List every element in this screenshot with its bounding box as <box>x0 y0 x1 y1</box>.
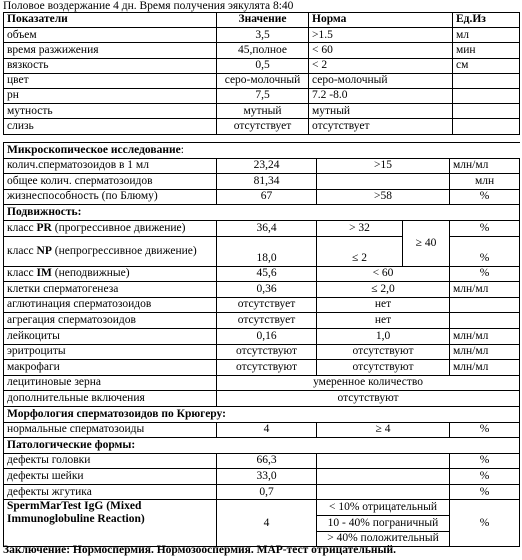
table-row <box>4 453 520 469</box>
motility-pr-name: класс PR (прогрессивное движение) <box>4 220 217 236</box>
col-header-unit: Ед.Из <box>453 13 520 28</box>
param-value: отсутствует <box>217 297 317 313</box>
param-norm: < 60 <box>309 43 453 58</box>
table-row <box>4 73 520 88</box>
param-name: клетки сперматогенеза <box>4 282 217 298</box>
section-header-row <box>4 143 520 159</box>
param-value: 0,16 <box>217 328 317 344</box>
param-value: отсутствует <box>217 119 309 134</box>
param-name: слизь <box>4 119 217 134</box>
param-name: объем <box>4 28 217 43</box>
param-value: 7,5 <box>217 88 309 103</box>
param-unit: мл <box>453 28 520 43</box>
motility-np-name: класс NP (непрогрессивное движение) <box>4 236 217 266</box>
table-row <box>4 422 520 438</box>
mar-norm-positive: > 40% положительный <box>317 531 450 547</box>
table-header-row <box>4 13 520 28</box>
param-name: эритроциты <box>4 344 217 360</box>
param-name: лейкоциты <box>4 328 217 344</box>
param-unit: % <box>450 189 520 205</box>
param-name: цвет <box>4 73 217 88</box>
param-unit: см <box>453 58 520 73</box>
table-row <box>4 220 520 236</box>
table-row <box>4 266 520 282</box>
param-value: отсутствуют <box>217 391 520 407</box>
table-row <box>4 282 520 298</box>
table-row <box>4 360 520 376</box>
param-unit <box>453 88 520 103</box>
param-name: нормальные сперматозоиды <box>4 422 217 438</box>
param-norm: ≤ 2 <box>317 236 403 266</box>
param-unit: % <box>450 236 520 266</box>
param-norm: 1,0 <box>317 328 450 344</box>
param-name: агрегация сперматозоидов <box>4 313 217 329</box>
conclusion: Заключение: Нормоспермия. Нормозооспермия. МАР-тест отрицательный. <box>3 544 397 556</box>
param-norm: < 2 <box>309 58 453 73</box>
table-row <box>4 391 520 407</box>
section-header-row <box>4 438 520 454</box>
table-row <box>4 158 520 174</box>
param-norm: ≤ 2,0 <box>317 282 450 298</box>
param-value: умеренное количество <box>217 375 520 391</box>
col-header-norm: Норма <box>309 13 453 28</box>
param-norm: нет <box>317 297 450 313</box>
param-name: аглютинация сперматозоидов <box>4 297 217 313</box>
param-unit: млн/мл <box>450 158 520 174</box>
table-row <box>4 344 520 360</box>
param-name: жизнеспособность (по Блюму) <box>4 189 217 205</box>
section-title-motility: Подвижность: <box>4 205 520 221</box>
table-row <box>4 313 520 329</box>
param-norm: >15 <box>317 158 450 174</box>
param-unit <box>453 104 520 119</box>
param-value: 66,3 <box>217 453 317 469</box>
param-value: серо-молочный <box>217 73 309 88</box>
param-norm: серо-молочный <box>309 73 453 88</box>
param-value: 81,34 <box>217 174 317 190</box>
param-unit <box>450 313 520 329</box>
param-value: 45,полное <box>217 43 309 58</box>
mar-test-name: SpermMarTest IgG (Mixed Immunoglobuline Reaction) <box>4 500 217 547</box>
param-name: колич.сперматозоидов в 1 мл <box>4 158 217 174</box>
param-name: лецитиновые зерна <box>4 375 217 391</box>
param-unit: % <box>450 220 520 236</box>
param-norm: отсутствует <box>309 119 453 134</box>
section-header-row <box>4 406 520 422</box>
param-value: 45,6 <box>217 266 317 282</box>
table-row <box>4 469 520 485</box>
param-name: дефекты головки <box>4 453 217 469</box>
param-norm: ≥ 4 <box>317 422 450 438</box>
param-norm: нет <box>317 313 450 329</box>
param-unit: млн/мл <box>450 328 520 344</box>
table-row <box>4 104 520 119</box>
param-norm: > 32 <box>317 220 403 236</box>
table-row <box>4 28 520 43</box>
param-unit: млн <box>450 174 520 190</box>
param-norm: < 60 <box>317 266 450 282</box>
param-unit: % <box>450 453 520 469</box>
param-name: время разжижения <box>4 43 217 58</box>
mar-test-unit: % <box>450 500 520 547</box>
col-header-value: Значение <box>217 13 309 28</box>
param-value: 3,5 <box>217 28 309 43</box>
mar-norm-negative: < 10% отрицательный <box>317 500 450 516</box>
param-norm <box>317 453 450 469</box>
param-value: 4 <box>217 422 317 438</box>
combined-norm: ≥ 40 <box>403 220 450 266</box>
param-norm: отсутствуют <box>317 344 450 360</box>
basic-parameters-table <box>3 12 520 135</box>
param-unit: % <box>450 422 520 438</box>
param-value: 23,24 <box>217 158 317 174</box>
param-name: общее колич. сперматозоидов <box>4 174 217 190</box>
param-norm: >58 <box>317 189 450 205</box>
param-value: 0,36 <box>217 282 317 298</box>
mar-norm-borderline: 10 - 40% пограничный <box>317 516 450 532</box>
table-row <box>4 484 520 500</box>
param-name: дефекты жгутика <box>4 484 217 500</box>
section-header-row <box>4 205 520 221</box>
microscopy-table <box>3 142 520 547</box>
param-name: дополнительные включения <box>4 391 217 407</box>
param-value: мутный <box>217 104 309 119</box>
param-unit <box>453 73 520 88</box>
report-header: Половое воздержание 4 дн. Время получения эякулята 8:40 <box>3 0 294 12</box>
section-title-pathology: Патологические формы: <box>4 438 520 454</box>
param-norm: 7.2 -8.0 <box>309 88 453 103</box>
param-value: отсутствует <box>217 313 317 329</box>
param-value: отсутствуют <box>217 344 317 360</box>
param-name: дефекты шейки <box>4 469 217 485</box>
param-value: 33,0 <box>217 469 317 485</box>
param-value: 0,5 <box>217 58 309 73</box>
param-name: мутность <box>4 104 217 119</box>
table-row <box>4 297 520 313</box>
param-name: рн <box>4 88 217 103</box>
table-row <box>4 375 520 391</box>
param-norm <box>317 469 450 485</box>
param-name: макрофаги <box>4 360 217 376</box>
mar-test-row <box>4 500 520 516</box>
param-unit <box>450 297 520 313</box>
table-row <box>4 119 520 134</box>
param-value: 18,0 <box>217 236 317 266</box>
param-unit: млн/мл <box>450 344 520 360</box>
section-title-kruger: Морфология сперматозоидов по Крюгеру: <box>4 406 520 422</box>
param-value: 67 <box>217 189 317 205</box>
param-value: отсутствуют <box>217 360 317 376</box>
param-norm <box>317 174 450 190</box>
table-row <box>4 189 520 205</box>
param-norm: >1.5 <box>309 28 453 43</box>
param-unit: млн/мл <box>450 360 520 376</box>
motility-im-name: класс IM (неподвижные) <box>4 266 217 282</box>
param-norm <box>317 484 450 500</box>
table-row <box>4 43 520 58</box>
table-row <box>4 328 520 344</box>
param-value: 0,7 <box>217 484 317 500</box>
param-unit: % <box>450 266 520 282</box>
param-unit: % <box>450 469 520 485</box>
param-unit: млн/мл <box>450 282 520 298</box>
param-norm: мутный <box>309 104 453 119</box>
mar-test-value: 4 <box>217 500 317 547</box>
param-name: вязкость <box>4 58 217 73</box>
col-header-parameter: Показатели <box>4 13 217 28</box>
param-unit <box>453 119 520 134</box>
param-unit: % <box>450 484 520 500</box>
table-row <box>4 58 520 73</box>
param-unit: мин <box>453 43 520 58</box>
table-row <box>4 88 520 103</box>
param-norm: отсутствуют <box>317 360 450 376</box>
section-title-microscopy: Микроскопическое исследование: <box>4 143 520 159</box>
param-value: 36,4 <box>217 220 317 236</box>
table-row <box>4 174 520 190</box>
